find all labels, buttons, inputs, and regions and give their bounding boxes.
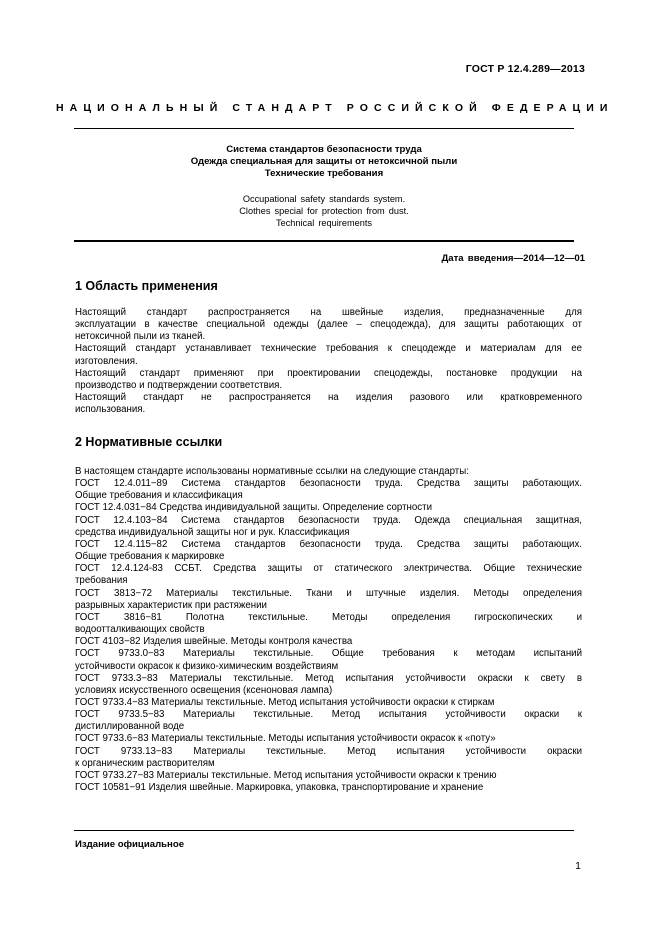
text-line: Общие требования к маркировке xyxy=(75,551,225,563)
official-edition-label: Издание официальное xyxy=(75,839,185,850)
text-line: Настоящий стандарт распространяется на швейные изделия, предназначенные для xyxy=(75,307,582,318)
section-1-body xyxy=(75,307,582,416)
english-title-line: Occupational safety standards system. xyxy=(242,194,406,204)
text-line: Настоящий стандарт не распространяется на изделия разового или кратковременного xyxy=(75,392,582,404)
paragraph xyxy=(75,770,582,782)
text-line: ГОСТ 12.4.115−82 Система стандартов безопасности труда. Средства защиты работающих. xyxy=(75,538,582,550)
text-line: использования. xyxy=(75,404,146,416)
title-line: Одежда специальная для защиты от нетоксичной пыли xyxy=(190,156,458,167)
text-line: ГОСТ 3816−81 Полотна текстильные. Методы определения гигроскопических и xyxy=(75,611,582,623)
paragraph xyxy=(75,636,582,648)
paragraph xyxy=(75,478,582,502)
english-title-line: Clothes special for protection from dust. xyxy=(239,205,409,216)
text-line: разрывных характеристик при растяжении xyxy=(75,599,267,611)
top-divider xyxy=(74,128,574,129)
paragraph xyxy=(75,733,582,745)
paragraph xyxy=(75,368,582,392)
paragraph xyxy=(75,563,582,587)
english-title xyxy=(74,194,574,229)
text-line: Общие требования и классификация xyxy=(75,490,243,502)
section-1-heading: 1 Область применения xyxy=(75,279,218,293)
text-line: водоотталкивающих свойств xyxy=(75,624,205,636)
paragraph xyxy=(75,588,582,612)
paragraph xyxy=(75,709,582,733)
text-line: ГОСТ 12.4.011−89 Система стандартов безопасности труда. Средства защиты работающих. xyxy=(75,478,582,490)
text-line: ГОСТ 12.4.124-83 ССБТ. Средства защиты от статического электричества. Общие технические xyxy=(75,563,582,575)
text-line: устойчивости окрасок к физико-химическим воздействиям xyxy=(75,660,339,672)
text-line: ГОСТ 9733.6−83 Материалы текстильные. Методы испытания устойчивости окрасок к «поту» xyxy=(75,733,496,745)
page-number: 1 xyxy=(575,860,581,872)
text-line: ГОСТ 12.4.031−84 Средства индивидуальной защиты. Определение сортности xyxy=(75,502,432,514)
paragraph xyxy=(75,502,582,514)
paragraph xyxy=(75,648,582,672)
text-line: производство и подтверждении соответствия. xyxy=(75,379,283,391)
text-line: изготовления. xyxy=(75,355,138,367)
english-title-line: Technical requirements xyxy=(276,217,372,228)
text-line: эксплуатации в качестве специальной одежды (далее – спецодежда), для защиты работающих от xyxy=(75,319,582,331)
paragraph xyxy=(75,746,582,770)
text-line: нетоксичной пыли из тканей. xyxy=(75,331,206,343)
text-line: дистиллированной воде xyxy=(75,721,185,733)
text-line: ГОСТ 10581−91 Изделия швейные. Маркировка, упаковка, транспортирование и хранение xyxy=(75,782,484,794)
section-2-body xyxy=(75,466,582,794)
text-line: ГОСТ 4103−82 Изделия швейные. Методы контроля качества xyxy=(75,636,353,648)
text-line: ГОСТ 9733.0−83 Материалы текстильные. Общие требования к методам испытаний xyxy=(75,648,582,660)
text-line: ГОСТ 3813−72 Материалы текстильные. Ткани и штучные изделия. Методы определения xyxy=(75,587,582,599)
paragraph xyxy=(75,539,582,563)
text-line: В настоящем стандарте использованы нормативные ссылки на следующие стандарты: xyxy=(75,466,469,477)
footer-divider xyxy=(74,830,574,831)
national-standard-heading: НАЦИОНАЛЬНЫЙ СТАНДАРТ РОССИЙСКОЙ ФЕДЕРАЦИИ xyxy=(56,102,614,114)
paragraph xyxy=(75,343,582,367)
title-divider xyxy=(74,240,574,242)
text-line: ГОСТ 9733.3−83 Материалы текстильные. Метод испытания устойчивости окраски к свету в xyxy=(75,672,582,684)
text-line: ГОСТ 9733.4−83 Материалы текстильные. Метод испытания устойчивости окраски к стиркам xyxy=(75,696,495,708)
title-line: Система стандартов безопасности труда xyxy=(226,144,422,155)
gost-code: ГОСТ Р 12.4.289—2013 xyxy=(465,63,585,75)
text-line: ГОСТ 9733.13−83 Материалы текстильные. Метод испытания устойчивости окраски xyxy=(75,745,582,757)
paragraph xyxy=(75,673,582,697)
text-line: средства индивидуальной защиты ног и рук. Классификация xyxy=(75,526,350,538)
paragraph xyxy=(75,782,582,794)
text-line: условиях искусственного освещения (ксеноновая лампа) xyxy=(75,684,333,696)
text-line: ГОСТ 9733.27−83 Материалы текстильные. Метод испытания устойчивости окраски к трению xyxy=(75,769,497,781)
title-line: Технические требования xyxy=(264,168,384,179)
text-line: ГОСТ 12.4.103−84 Система стандартов безопасности труда. Одежда специальная защитная, xyxy=(75,514,582,526)
text-line: Настоящий стандарт применяют при проектировании спецодежды, постановке продукции на xyxy=(75,367,582,379)
text-line: Настоящий стандарт устанавливает технические требования к спецодежде и материалам для ее xyxy=(75,343,582,355)
text-line: ГОСТ 9733.5−83 Материалы текстильные. Метод испытания устойчивости окраски к xyxy=(75,709,582,721)
section-2-heading: 2 Нормативные ссылки xyxy=(75,435,223,449)
text-line: требования xyxy=(75,575,128,587)
russian-title xyxy=(74,144,574,180)
introduction-date: Дата введения—2014—12—01 xyxy=(441,253,585,264)
paragraph xyxy=(75,307,582,343)
paragraph xyxy=(75,392,582,416)
paragraph xyxy=(75,612,582,636)
paragraph xyxy=(75,466,582,478)
text-line: к органическим растворителям xyxy=(75,757,215,769)
paragraph xyxy=(75,697,582,709)
paragraph xyxy=(75,515,582,539)
